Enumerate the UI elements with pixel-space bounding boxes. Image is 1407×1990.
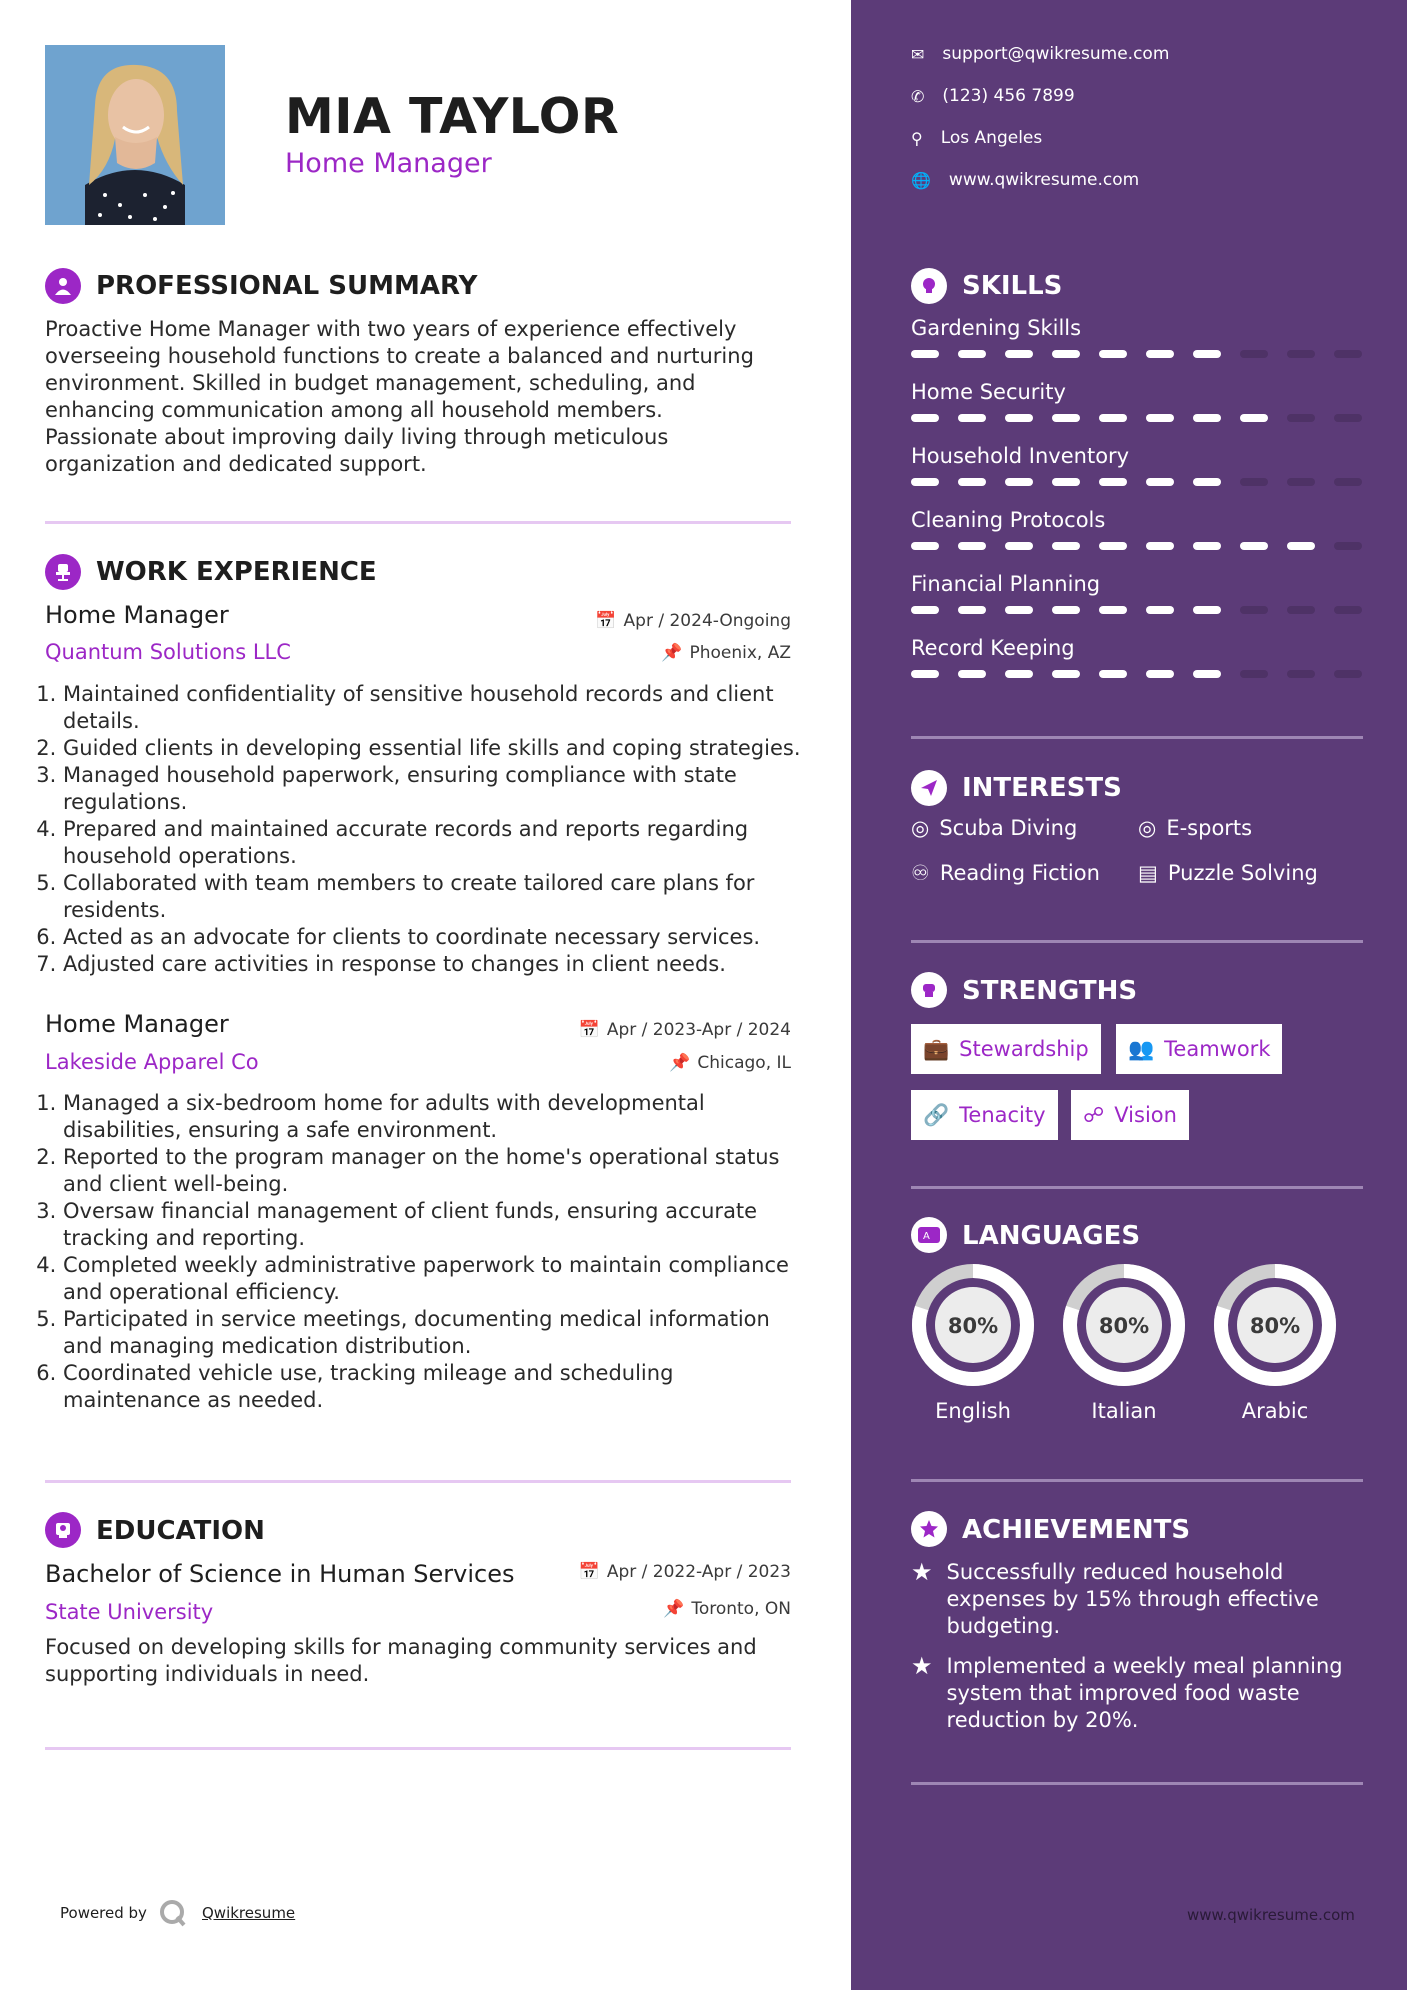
summary-line: environment. Skilled in budget management, scheduling, and	[45, 371, 696, 395]
language-progress-ring	[1213, 1263, 1337, 1387]
skill-level-dash	[1287, 542, 1315, 550]
pin-icon: 📌	[661, 643, 683, 663]
briefcase-icon: 💼	[923, 1036, 950, 1061]
skill-item	[911, 572, 1371, 636]
skill-level-dash	[1146, 350, 1174, 358]
lifebuoy-icon: ◎	[1138, 816, 1157, 840]
star-icon: ★	[911, 1558, 933, 1586]
skill-name: Record Keeping	[911, 636, 1075, 660]
skill-item	[911, 508, 1371, 572]
language-name: Arabic	[1241, 1399, 1309, 1423]
skill-level-dash	[1052, 670, 1080, 678]
qwikresume-logo-icon	[158, 1898, 188, 1932]
skill-level-meter	[911, 350, 1371, 358]
summary-line: Proactive Home Manager with two years of experience effectively	[45, 317, 737, 341]
contact-location	[911, 128, 1042, 148]
strength-label: Teamwork	[1164, 1037, 1271, 1061]
binoculars-icon: ☍	[1083, 1103, 1105, 1127]
skill-level-dash	[1099, 350, 1127, 358]
list-item: 6. Acted as an advocate for clients to coordinate necessary services.	[63, 924, 805, 951]
user-icon	[45, 268, 81, 304]
section-divider	[911, 1186, 1363, 1189]
skill-level-dash	[1005, 478, 1033, 486]
strength-chip	[1116, 1024, 1282, 1074]
job-dates-text: Apr / 2024-Ongoing	[623, 611, 791, 631]
strength-chip	[911, 1090, 1058, 1140]
skill-level-dash	[911, 478, 939, 486]
list-item: 2. Reported to the program manager on the home's operational status and client well-being.	[63, 1144, 805, 1198]
languages-heading: LANGUAGES	[962, 1221, 1141, 1251]
list-item: 7. Adjusted care activities in response to changes in client needs.	[63, 951, 805, 978]
pin-icon: 📌	[663, 1599, 685, 1619]
skill-level-dash	[1334, 350, 1362, 358]
skill-level-dash	[1287, 414, 1315, 422]
skill-level-dash	[1240, 542, 1268, 550]
job-duties	[45, 681, 805, 978]
interest-label: Scuba Diving	[939, 816, 1078, 840]
summary-line: overseeing household functions to create a balanced and nurturing	[45, 344, 754, 368]
skill-name: Household Inventory	[911, 444, 1130, 468]
work-heading: WORK EXPERIENCE	[96, 557, 377, 587]
skill-level-dash	[1287, 350, 1315, 358]
skill-item	[911, 444, 1371, 508]
job-title: Home Manager	[45, 601, 229, 629]
education-line: supporting individuals in need.	[45, 1662, 370, 1686]
paper-plane-icon	[911, 770, 947, 806]
skill-level-dash	[1146, 670, 1174, 678]
list-item: 3. Oversaw financial management of client funds, ensuring accurate tracking and reporting.	[63, 1198, 805, 1252]
candidate-name: MIA TAYLOR	[285, 88, 620, 145]
skill-name: Home Security	[911, 380, 1066, 404]
job-location-text: Phoenix, AZ	[689, 643, 791, 663]
interest-label: E-sports	[1166, 816, 1253, 840]
skill-level-dash	[1052, 414, 1080, 422]
star-icon: ★	[911, 1652, 933, 1680]
list-item: 5. Participated in service meetings, documenting medical information and managing medication distribution.	[63, 1306, 805, 1360]
interest-label: Reading Fiction	[939, 861, 1100, 885]
job-dates	[595, 611, 791, 631]
list-item: 5. Collaborated with team members to create tailored care plans for residents.	[63, 870, 805, 924]
qwikresume-link[interactable]: Qwikresume	[202, 1904, 296, 1922]
education-heading: EDUCATION	[96, 1516, 265, 1546]
skill-level-dash	[1240, 478, 1268, 486]
strength-label: Stewardship	[959, 1037, 1089, 1061]
job-duties	[45, 1090, 805, 1414]
website-text: www.qwikresume.com	[948, 170, 1140, 190]
summary-text	[45, 316, 805, 478]
skill-level-dash	[958, 478, 986, 486]
skill-level-dash	[1193, 670, 1221, 678]
education-location-text: Toronto, ON	[691, 1599, 791, 1619]
footer-website[interactable]: www.qwikresume.com	[1187, 1906, 1355, 1924]
powered-by-label: Powered by	[60, 1904, 147, 1922]
skill-level-dash	[1334, 478, 1362, 486]
skill-level-dash	[1146, 414, 1174, 422]
job-dates-text: Apr / 2023-Apr / 2024	[606, 1020, 791, 1040]
skill-level-dash	[1146, 478, 1174, 486]
skill-level-dash	[1005, 414, 1033, 422]
skill-level-dash	[1334, 606, 1362, 614]
location-text: Los Angeles	[940, 128, 1043, 148]
translate-icon	[911, 1217, 947, 1253]
interest-label: Puzzle Solving	[1167, 861, 1318, 885]
education-description	[45, 1634, 805, 1688]
skill-level-dash	[1334, 670, 1362, 678]
calendar-icon: 📅	[578, 1562, 600, 1582]
skill-level-dash	[1005, 350, 1033, 358]
achievement-item	[911, 1559, 1371, 1640]
graduation-icon	[45, 1512, 81, 1548]
section-divider	[45, 521, 791, 524]
skill-level-dash	[1005, 542, 1033, 550]
chair-icon	[45, 554, 81, 590]
skill-item	[911, 636, 1371, 700]
skills-heading: SKILLS	[962, 271, 1063, 301]
job-location	[661, 643, 791, 663]
pin-icon: 📌	[669, 1053, 691, 1073]
interest-item	[911, 861, 1100, 885]
list-item: 1. Managed a six-bedroom home for adults with developmental disabilities, ensuring a safe environment.	[63, 1090, 805, 1144]
skill-level-meter	[911, 670, 1371, 678]
interest-item	[1138, 816, 1252, 840]
lifebuoy-icon: ◎	[911, 816, 930, 840]
skill-level-dash	[911, 670, 939, 678]
calendar-icon: 📅	[578, 1020, 600, 1040]
section-divider	[911, 1782, 1363, 1785]
skill-level-dash	[1193, 606, 1221, 614]
job-location	[669, 1053, 791, 1073]
envelope-icon: ✉	[911, 44, 925, 64]
summary-line: organization and dedicated support.	[45, 452, 427, 476]
skill-level-dash	[1193, 542, 1221, 550]
achievement-line: expenses by 15% through effective	[946, 1587, 1319, 1611]
globe-icon: 🌐	[911, 170, 931, 190]
book-icon: ▤	[1138, 861, 1158, 885]
skill-level-dash	[1240, 414, 1268, 422]
skill-level-dash	[911, 414, 939, 422]
skill-level-meter	[911, 478, 1371, 486]
language-item	[1213, 1263, 1337, 1423]
skill-level-dash	[1240, 350, 1268, 358]
skill-level-dash	[1099, 414, 1127, 422]
language-name: English	[935, 1399, 1011, 1423]
skill-level-dash	[911, 606, 939, 614]
summary-heading: PROFESSIONAL SUMMARY	[96, 271, 478, 301]
calendar-icon: 📅	[595, 611, 617, 631]
skill-level-meter	[911, 606, 1371, 614]
achievement-line: budgeting.	[946, 1614, 1061, 1638]
list-item: 4. Prepared and maintained accurate records and reports regarding household operations.	[63, 816, 805, 870]
list-item: 2. Guided clients in developing essential life skills and coping strategies.	[63, 735, 805, 762]
school: State University	[45, 1600, 214, 1624]
skill-level-dash	[1005, 606, 1033, 614]
skill-level-dash	[1240, 606, 1268, 614]
skill-level-dash	[1099, 670, 1127, 678]
strength-chip	[1071, 1090, 1189, 1140]
job-company: Quantum Solutions LLC	[45, 640, 291, 664]
skill-level-dash	[1334, 414, 1362, 422]
language-progress-ring	[1062, 1263, 1186, 1387]
list-item: 4. Completed weekly administrative paperwork to maintain compliance and operational efficiency.	[63, 1252, 805, 1306]
skill-name: Gardening Skills	[911, 316, 1082, 340]
education-dates-text: Apr / 2022-Apr / 2023	[606, 1562, 791, 1582]
svg-text:A: A	[923, 1231, 930, 1242]
degree: Bachelor of Science in Human Services	[45, 1560, 515, 1588]
phone-icon: ✆	[911, 86, 925, 106]
skill-level-dash	[1099, 542, 1127, 550]
skill-level-dash	[1287, 606, 1315, 614]
summary-line: enhancing communication among all household members.	[45, 398, 663, 422]
list-item: 6. Coordinated vehicle use, tracking mileage and scheduling maintenance as needed.	[63, 1360, 805, 1414]
skill-level-dash	[1240, 670, 1268, 678]
achievement-line: Successfully reduced household	[946, 1560, 1284, 1584]
contact-phone[interactable]	[911, 86, 1075, 106]
skill-name: Financial Planning	[911, 572, 1101, 596]
skill-level-dash	[1052, 542, 1080, 550]
language-name: Italian	[1091, 1399, 1157, 1423]
job-location-text: Chicago, IL	[697, 1053, 791, 1073]
link-icon: 🔗	[923, 1102, 950, 1127]
section-divider	[911, 1479, 1363, 1482]
achievements-heading: ACHIEVEMENTS	[962, 1515, 1191, 1545]
skill-level-dash	[911, 350, 939, 358]
languages-list	[911, 1263, 1371, 1433]
language-item	[1062, 1263, 1186, 1423]
list-item: 3. Managed household paperwork, ensuring compliance with state regulations.	[63, 762, 805, 816]
achievement-line: Implemented a weekly meal planning	[946, 1654, 1343, 1678]
interest-item	[911, 816, 1077, 840]
section-divider	[911, 940, 1363, 943]
language-percent: 80%	[1098, 1314, 1150, 1338]
achievement-item	[911, 1653, 1371, 1734]
language-progress-ring	[911, 1263, 1035, 1387]
skill-level-dash	[958, 350, 986, 358]
job-company: Lakeside Apparel Co	[45, 1050, 259, 1074]
contact-website[interactable]	[911, 170, 1139, 190]
skill-level-meter	[911, 542, 1371, 550]
education-line: Focused on developing skills for managing community services and	[45, 1635, 757, 1659]
skill-item	[911, 380, 1371, 444]
education-dates	[579, 1562, 791, 1582]
fist-icon	[911, 972, 947, 1008]
skill-name: Cleaning Protocols	[911, 508, 1106, 532]
interest-item	[1138, 861, 1318, 885]
skill-level-dash	[1099, 606, 1127, 614]
achievement-line: system that improved food waste	[946, 1681, 1300, 1705]
section-divider	[911, 736, 1363, 739]
skills-list	[911, 316, 1371, 700]
strength-label: Tenacity	[959, 1103, 1046, 1127]
skill-level-dash	[958, 414, 986, 422]
interests-heading: INTERESTS	[962, 773, 1122, 803]
skill-level-dash	[1193, 350, 1221, 358]
section-divider	[45, 1747, 791, 1750]
contact-email[interactable]	[911, 44, 1169, 64]
language-item	[911, 1263, 1035, 1423]
list-item: 1. Maintained confidentiality of sensitive household records and client details.	[63, 681, 805, 735]
language-percent: 80%	[947, 1314, 999, 1338]
sidebar	[851, 0, 1407, 1990]
strengths-heading: STRENGTHS	[962, 976, 1138, 1006]
skill-level-dash	[1005, 670, 1033, 678]
star-badge-icon	[911, 1511, 947, 1547]
skill-level-dash	[1287, 670, 1315, 678]
lightbulb-icon	[911, 268, 947, 304]
summary-line: Passionate about improving daily living through meticulous	[45, 425, 669, 449]
gamepad-icon: ♾	[911, 861, 930, 885]
users-icon: 👥	[1128, 1036, 1155, 1061]
job-title: Home Manager	[45, 1010, 229, 1038]
skill-item	[911, 316, 1371, 380]
skill-level-dash	[958, 542, 986, 550]
language-percent: 80%	[1249, 1314, 1301, 1338]
skill-level-dash	[1287, 478, 1315, 486]
achievement-line: reduction by 20%.	[946, 1708, 1139, 1732]
skill-level-dash	[1146, 606, 1174, 614]
strength-chip	[911, 1024, 1101, 1074]
job-dates	[579, 1020, 791, 1040]
skill-level-meter	[911, 414, 1371, 422]
skill-level-dash	[1052, 350, 1080, 358]
skill-level-dash	[1099, 478, 1127, 486]
candidate-title: Home Manager	[285, 148, 492, 179]
skill-level-dash	[1334, 542, 1362, 550]
strength-label: Vision	[1114, 1103, 1177, 1127]
phone-text: (123) 456 7899	[942, 86, 1075, 106]
skill-level-dash	[1146, 542, 1174, 550]
email-text: support@qwikresume.com	[942, 44, 1170, 64]
skill-level-dash	[1052, 478, 1080, 486]
skill-level-dash	[1193, 478, 1221, 486]
skill-level-dash	[958, 670, 986, 678]
section-divider	[45, 1480, 791, 1483]
profile-photo	[45, 45, 225, 225]
location-pin-icon: ⚲	[911, 128, 923, 148]
skill-level-dash	[1052, 606, 1080, 614]
skill-level-dash	[911, 542, 939, 550]
skill-level-dash	[958, 606, 986, 614]
skill-level-dash	[1193, 414, 1221, 422]
education-location	[663, 1599, 791, 1619]
